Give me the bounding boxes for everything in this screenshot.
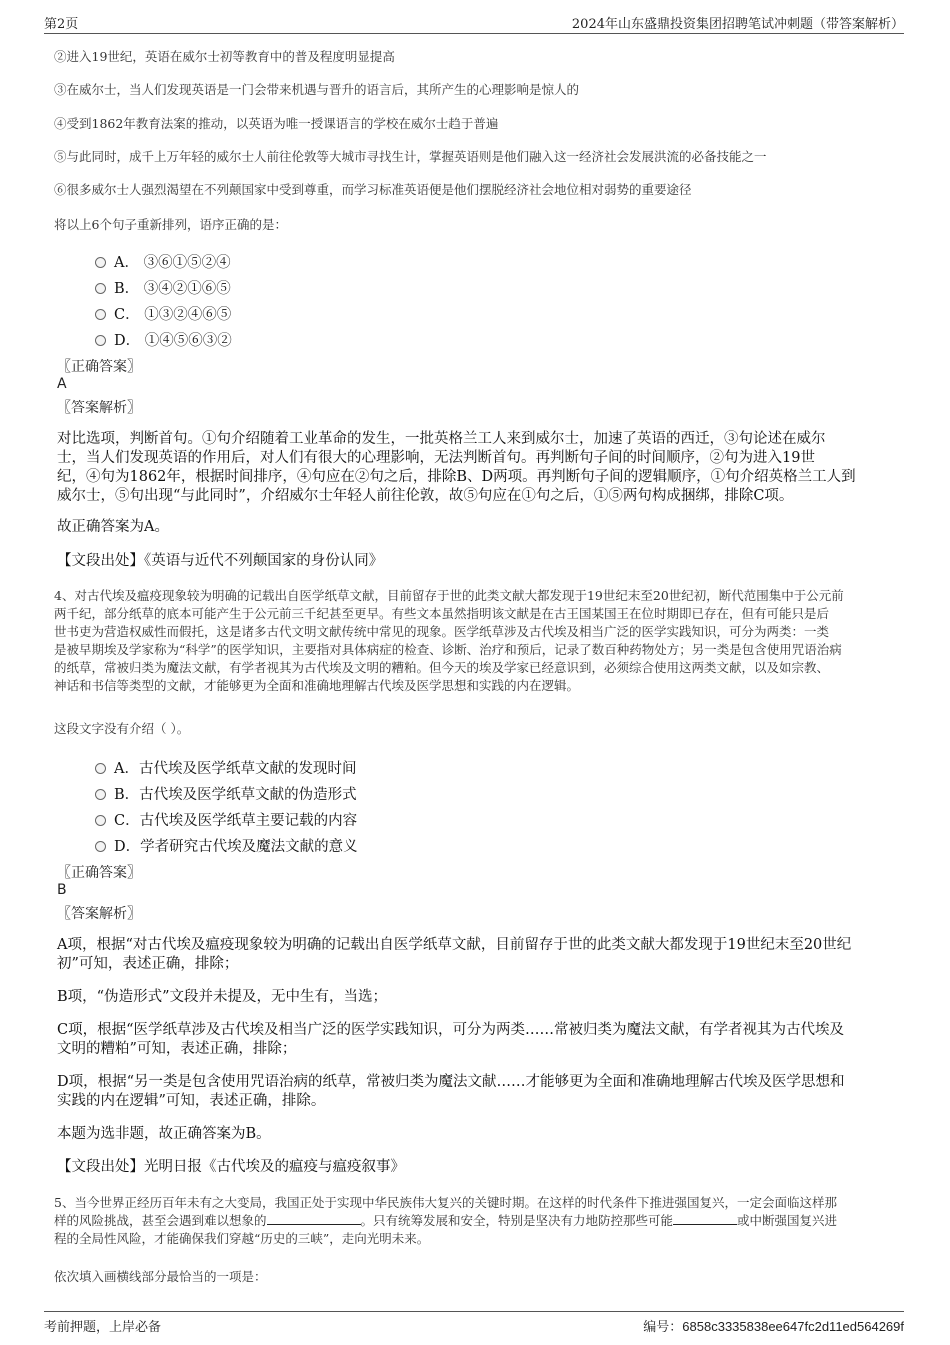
sentence-4: ④受到1862年教育法案的推动，以英语为唯一授课语言的学校在威尔士趋于普遍 xyxy=(54,116,499,131)
radio-icon[interactable] xyxy=(95,257,106,268)
sentence-6: ⑥很多威尔士人强烈渴望在不列颠国家中受到尊重，而学习标准英语便是他们摆脱经济社会地位相对弱势的重要途径 xyxy=(54,182,692,197)
option-d[interactable]: D． ①④⑤⑥③② xyxy=(95,329,232,350)
sentence-5: ⑤与此同时，成千上万年轻的威尔士人前往伦敦等大城市寻找生计，掌握英语则是他们融入这一经济社会发展洪流的必备技能之一 xyxy=(54,149,767,164)
source: 【文段出处】光明日报《古代埃及的瘟疫与瘟疫叙事》 xyxy=(57,1159,405,1175)
conclusion: 本题为选非题，故正确答案为B。 xyxy=(57,1126,271,1142)
footer-rule xyxy=(44,1311,904,1312)
footer-slogan: 考前押题，上岸必备 xyxy=(44,1320,162,1335)
option-c[interactable]: C． ①③②④⑥⑤ xyxy=(95,303,231,324)
analysis-label: 〖答案解析〗 xyxy=(57,906,141,922)
analysis-b: B项，“伪造形式”文段并未提及，无中生有，当选； xyxy=(57,989,387,1005)
analysis-d: D项，根据“另一类是包含使用咒语治病的纸草，常被归类为魔法文献……才能够更为全面和准确地理解古代埃及医学思想和 实践的内在逻辑”可知，表述正确，排除。 xyxy=(57,1074,845,1109)
analysis-text: 对比选项，判断首句。①句介绍随着工业革命的发生，一批英格兰工人来到威尔士，加速了英语的西迁，③句论述在威尔 士，当人们发现英语的作用后，对人们有很大的心理影响，无法判断首句。再判断句子间的时间顺序，②句为进入19世 纪，④句为1862年，根据时间排序，④句应在②句之后，排除B、D两项。再判断句子间的逻辑顺序，①句介绍英格兰工人到 威尔士，⑤句出现“与此同时”，介绍威尔士年轻人前往伦敦，故⑤句应在①句之后，①⑤两句构成捆绑，排除C项。 xyxy=(57,431,856,504)
analysis-c: C项，根据“医学纸草涉及古代埃及相当广泛的医学实践知识，可分为两类……常被归类为魔法文献，有学者视其为古代埃及 文明的糟粕”可知，表述正确，排除； xyxy=(57,1022,845,1057)
passage: 5、当今世界正经历百年未有之大变局，我国正处于实现中华民族伟大复兴的关键时期。在这样的时代条件下推进强国复兴，一定会面临这样那 样的风险挑战，甚至会遇到难以想象的 。只有统筹发展和安全，特别是坚决有力地防控那些可能 或中断强国复兴进 程的全局性风险，才能确保我们穿越“历史的三峡”，走向光明未来。 xyxy=(54,1195,838,1246)
radio-icon[interactable] xyxy=(95,309,106,320)
radio-icon[interactable] xyxy=(95,335,106,346)
radio-icon[interactable] xyxy=(95,283,106,294)
fill-blank-1[interactable] xyxy=(267,1212,361,1225)
conclusion: 故正确答案为A。 xyxy=(57,519,169,535)
analysis-label: 〖答案解析〗 xyxy=(57,400,141,416)
answer-value: A xyxy=(57,376,67,392)
answer-label: 〖正确答案〗 xyxy=(57,865,141,881)
option-d[interactable]: D．学者研究古代埃及魔法文献的意义 xyxy=(95,835,358,856)
radio-icon[interactable] xyxy=(95,815,106,826)
option-c[interactable]: C．古代埃及医学纸草主要记载的内容 xyxy=(95,809,357,830)
radio-icon[interactable] xyxy=(95,763,106,774)
passage: 4、对古代埃及瘟疫现象较为明确的记载出自医学纸草文献，目前留存于世的此类文献大都发现于19世纪末至20世纪初，断代范围集中于公元前 两千纪，部分纸草的底本可能产生于公元前三千纪甚至更早。有些文本虽然指明该文献是在古王国某国王在位时期即已存在，但有可能只是后 世书吏为营造权威性而假托，这是诸多古代文明文献传统中常见的现象。医学纸草涉及古代埃及相当广泛的医学实践知识，可分为两类：一类 是被早期埃及学家称为“科学”的医学知识，主要指对具体病症的检查、诊断、治疗和预后，记录了数百种药物处方；另一类是包含使用咒语治病 的纸草，常被归类为魔法文献，有学者视其为古代埃及文明的糟粕。但今天的埃及学家已经意识到，必须综合使用这两类文献，以及如宗教、 神话和书信等类型的文献，才能够更为全面和准确地理解古代埃及医学思想和实践的内在逻辑。 xyxy=(54,588,844,693)
page-number: 第2页 xyxy=(44,17,79,32)
radio-icon[interactable] xyxy=(95,841,106,852)
document-title: 2024年山东盛鼎投资集团招聘笔试冲刺题（带答案解析） xyxy=(571,17,904,32)
option-a[interactable]: A． ③⑥①⑤②④ xyxy=(95,251,231,272)
radio-icon[interactable] xyxy=(95,789,106,800)
question-prompt: 这段文字没有介绍（ ）。 xyxy=(54,721,190,736)
sentence-2: ②进入19世纪，英语在威尔士初等教育中的普及程度明显提高 xyxy=(54,49,395,64)
option-a[interactable]: A．古代埃及医学纸草文献的发现时间 xyxy=(95,757,356,778)
document-code: 编号：6858c3335838ee647fc2d11ed564269f xyxy=(643,1319,904,1335)
option-b[interactable]: B．古代埃及医学纸草文献的伪造形式 xyxy=(95,783,357,804)
answer-label: 〖正确答案〗 xyxy=(57,359,141,375)
analysis-a: A项，根据“对古代埃及瘟疫现象较为明确的记载出自医学纸草文献，目前留存于世的此类文献大都发现于19世纪末至20世纪 初”可知，表述正确，排除； xyxy=(57,937,852,972)
answer-value: B xyxy=(57,882,67,898)
header-rule xyxy=(44,33,904,34)
sentence-3: ③在威尔士，当人们发现英语是一门会带来机遇与晋升的语言后，其所产生的心理影响是惊人的 xyxy=(54,82,580,97)
source: 【文段出处】《英语与近代不列颠国家的身份认同》 xyxy=(57,553,384,569)
question-prompt: 将以上6个句子重新排列，语序正确的是： xyxy=(54,217,287,232)
option-b[interactable]: B． ③④②①⑥⑤ xyxy=(95,277,231,298)
question-prompt: 依次填入画横线部分最恰当的一项是： xyxy=(54,1269,267,1284)
fill-blank-2[interactable] xyxy=(673,1212,737,1225)
